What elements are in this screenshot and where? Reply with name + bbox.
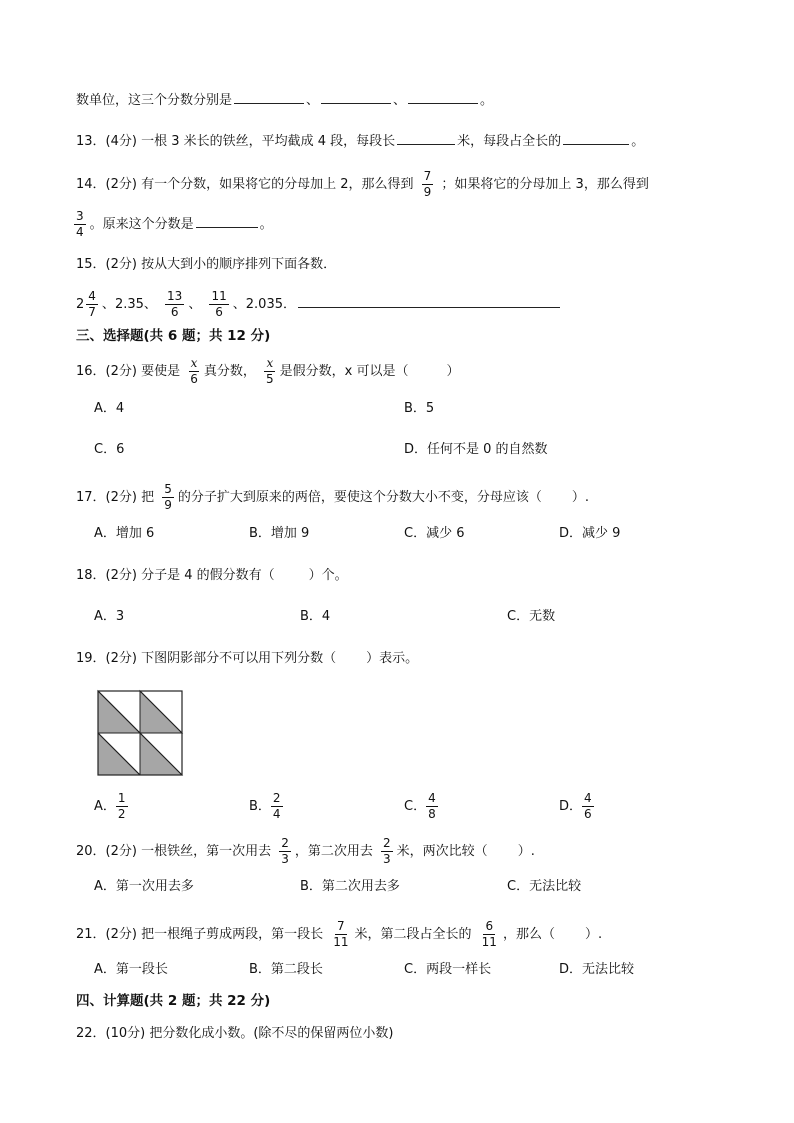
q21-tail: ，那么（: [502, 927, 555, 942]
q21-option-d[interactable]: D．无法比较: [559, 962, 635, 977]
q15-prefix: 15．(2分) 按从大到小的顺序排列下面各数．: [76, 257, 337, 272]
q17-prefix: 17．(2分) 把: [76, 490, 155, 505]
q19-line: [76, 649, 418, 669]
q12-blank-3[interactable]: [408, 89, 478, 104]
q13-blank-1[interactable]: [397, 130, 455, 145]
q22-line: 22．(10分) 把分数化成小数。(除不尽的保留两位小数): [76, 1026, 394, 1041]
q21-option-a[interactable]: A．第一段长: [94, 962, 168, 977]
q20-option-b[interactable]: B．第二次用去多: [300, 879, 400, 894]
q13-prefix: 13．(4分) 一根 3 米长的铁丝，平均截成 4 段，每段长: [76, 134, 396, 149]
q15-sep-2: 、: [143, 297, 157, 312]
q20-option-a[interactable]: A．第一次用去多: [94, 879, 194, 894]
q12-end: 。: [480, 93, 494, 108]
q14-mid: ；如果将它的分母加上 3，那么得到: [441, 177, 649, 192]
q12-blank-1[interactable]: [234, 89, 304, 104]
q21-option-b[interactable]: B．第二段长: [249, 962, 323, 977]
q21-line: [76, 920, 602, 949]
q20-end: ）.: [517, 844, 535, 859]
q15-mixed-fraction: $\frac{4}{7}$: [88, 289, 96, 319]
q15-end: ．: [283, 297, 297, 312]
q16-tail: 是假分数，x 可以是（: [279, 364, 409, 379]
q18-option-a[interactable]: A．3: [94, 609, 125, 624]
q15-fraction-2: $\frac{11}{6}$: [211, 289, 227, 319]
q14-fraction-1: $\frac{7}{9}$: [423, 169, 432, 199]
q17-tail: 的分子扩大到原来的两倍，要使这个分数大小不变，分母应该（: [177, 490, 542, 505]
q20-fraction-2: $\frac{2}{3}$: [383, 836, 391, 866]
q21-fraction-1: $\frac{7}{11}$: [333, 919, 349, 949]
q21-option-c[interactable]: C．两段一样长: [404, 962, 492, 977]
q15-decimal-2: 2.035: [245, 297, 283, 312]
q17-option-d[interactable]: D．减少 9: [559, 526, 621, 541]
section-4-heading: 四、计算题(共 2 题；共 22 分): [76, 993, 271, 1009]
q19-option-c[interactable]: C． $\frac{4}{8}$: [404, 791, 436, 821]
q15-line-2: [76, 290, 562, 319]
q21-end: ）.: [584, 927, 603, 942]
q15-decimal-1: 2.35: [114, 297, 144, 312]
q16-option-a[interactable]: A．4: [94, 401, 125, 416]
q20-mid: ，第二次用去: [294, 844, 373, 859]
q19-option-c-fraction: $\frac{4}{8}$: [428, 791, 436, 821]
q17-option-a[interactable]: A．增加 6: [94, 526, 155, 541]
q19-option-a-fraction: $\frac{1}{2}$: [117, 791, 126, 821]
q18-line: [76, 566, 348, 586]
q17-end: ）.: [571, 490, 590, 505]
q20-option-c[interactable]: C．无法比较: [507, 879, 582, 894]
q16-option-d[interactable]: D．任何不是 0 的自然数: [404, 442, 548, 457]
q12-blank-2[interactable]: [321, 89, 391, 104]
q16-fraction-1: $\frac{x}{6}$: [190, 356, 198, 386]
q15-answer-blank[interactable]: [298, 293, 560, 308]
q14-prefix: 14．(2分) 有一个分数，如果将它的分母加上 2，那么得到: [76, 177, 414, 192]
q16-prefix: 16．(2分) 要使是: [76, 364, 181, 379]
q17-option-b[interactable]: B．增加 9: [249, 526, 310, 541]
q17-line: [76, 483, 589, 512]
q13-end: 。: [631, 134, 645, 149]
q19-option-d-fraction: $\frac{4}{6}$: [584, 791, 592, 821]
q18-option-c[interactable]: C．无数: [507, 609, 556, 624]
q19-end: ）表示。: [366, 651, 419, 666]
q21-prefix: 21．(2分) 把一根绳子剪成两段，第一段长: [76, 927, 324, 942]
q19-shaded-square-figure: [96, 689, 184, 777]
q16-option-b[interactable]: B．5: [404, 401, 435, 416]
q18-end: ）个。: [308, 568, 348, 583]
q16-option-c[interactable]: C．6: [94, 442, 125, 457]
q20-tail: 米，两次比较（: [396, 844, 488, 859]
q20-line: [76, 837, 535, 866]
q12-sep-2: 、: [393, 93, 407, 108]
q17-fraction: $\frac{5}{9}$: [164, 482, 172, 512]
q14-line-2: [74, 210, 273, 239]
q14-blank[interactable]: [196, 213, 258, 228]
q14-fraction-2: $\frac{3}{4}$: [76, 209, 84, 239]
q13-mid: 米，每段占全长的: [457, 134, 562, 149]
q13-line: [76, 130, 644, 152]
q18-text: 18．(2分) 分子是 4 的假分数有（: [76, 568, 275, 583]
q12-tail-text: 数单位，这三个分数分别是: [76, 93, 233, 108]
q15-mixed-whole: 2: [76, 297, 85, 312]
q12-tail-line: [76, 89, 493, 111]
q16-mid: 真分数，: [203, 364, 256, 379]
q20-fraction-1: $\frac{2}{3}$: [281, 836, 289, 866]
q17-option-c[interactable]: C．减少 6: [404, 526, 465, 541]
q19-option-d[interactable]: D． $\frac{4}{6}$: [559, 791, 592, 821]
q15-fraction-1: $\frac{13}{6}$: [167, 289, 183, 319]
q12-sep-1: 、: [306, 93, 320, 108]
q19-option-a[interactable]: A． $\frac{1}{2}$: [94, 791, 126, 821]
q19-option-b[interactable]: B． $\frac{2}{4}$: [249, 791, 281, 821]
section-3-heading: 三、选择题(共 6 题；共 12 分): [76, 328, 271, 344]
q16-fraction-2: $\frac{x}{5}$: [266, 356, 274, 386]
q15-sep-4: 、: [232, 297, 246, 312]
q15-sep-1: 、: [101, 297, 115, 312]
q20-prefix: 20．(2分) 一根铁丝，第一次用去: [76, 844, 272, 859]
q19-option-b-fraction: $\frac{2}{4}$: [272, 791, 281, 821]
q15-line-1: [76, 255, 336, 275]
q21-mid: 米，第二段占全长的: [354, 927, 472, 942]
q15-sep-3: 、: [188, 297, 202, 312]
q14-end: 。: [259, 217, 273, 232]
q13-blank-2[interactable]: [563, 130, 629, 145]
q18-option-b[interactable]: B．4: [300, 609, 331, 624]
q19-text: 19．(2分) 下图阴影部分不可以用下列分数（: [76, 651, 337, 666]
q14-line-1: [76, 170, 649, 199]
q14-tail: 。原来这个分数是: [89, 217, 194, 232]
q21-fraction-2: $\frac{6}{11}$: [481, 919, 497, 949]
q16-line: [76, 357, 460, 386]
q16-end: ）: [446, 364, 460, 379]
